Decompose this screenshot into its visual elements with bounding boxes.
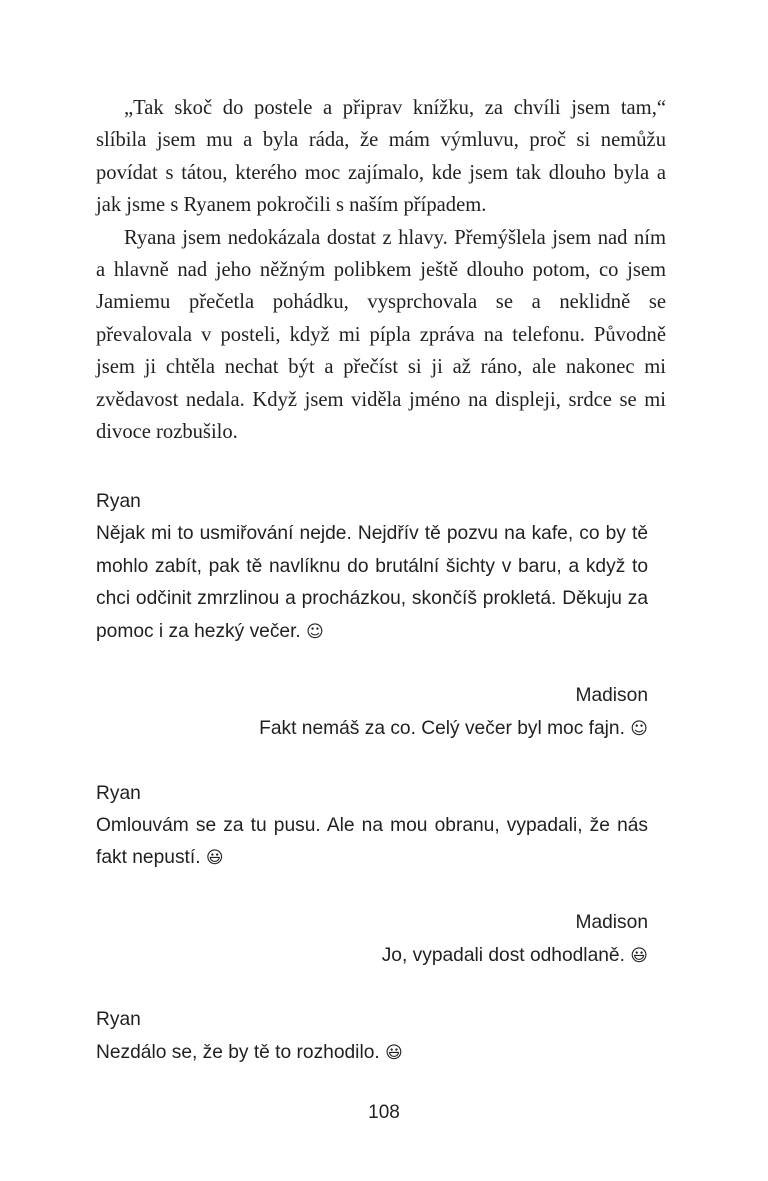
- message-text: Omlouvám se za tu pusu. Ale na mou obranu, vypadali, že nás fakt nepustí.: [96, 815, 648, 869]
- grinning-face-icon: 😃: [385, 1042, 403, 1063]
- message-sender: Madison: [575, 685, 648, 707]
- smiley-icon: ☺: [306, 621, 324, 642]
- message-sender: Ryan: [96, 1009, 141, 1031]
- message-sender: Ryan: [96, 782, 141, 804]
- grinning-face-icon: 😃: [205, 848, 224, 869]
- message-text-container: [96, 713, 648, 745]
- message-text-container: [96, 1037, 648, 1069]
- chat-message-madison: [96, 680, 648, 745]
- chat-section: [96, 486, 648, 1102]
- message-text-container: [96, 940, 648, 972]
- message-text: Nezdálo se, že by tě to rozhodilo.: [96, 1041, 380, 1063]
- page-number: 108: [368, 1102, 400, 1123]
- grinning-face-icon: 😃: [630, 945, 648, 966]
- message-text: Jo, vypadali dost odhodlaně.: [381, 944, 625, 966]
- chat-message-ryan: [96, 486, 648, 648]
- chat-message-madison: [96, 907, 648, 972]
- prose-paragraph: Ryana jsem nedokázala dostat z hlavy. Přemýšlela jsem nad ním a hlavně nad jeho něžným polibkem ještě dlouho potom, co jsem Jamiemu přečetla pohádku, vysprchovala se a neklidně se převalovala v posteli, když mi pípla zpráva na telefonu. Původně jsem ji chtěla nechat být a přečíst si ji až ráno, ale nakonec mi zvědavost nedala. Když jsem viděla jméno na displeji, srdce se mi divoce rozbušilo.: [96, 226, 666, 444]
- message-text: Nějak mi to usmiřování nejde. Nejdřív tě pozvu na kafe, co by tě mohlo zabít, pak tě navlíknu do brutální šichty v baru, a když to chci odčinit zmrzlinou a procházkou, skončíš prokletá. Děkuju za pomoc i za hezký večer.: [96, 523, 648, 642]
- prose-section: [96, 92, 666, 448]
- message-text-container: [96, 810, 648, 875]
- chat-message-ryan: [96, 778, 648, 875]
- message-sender: Ryan: [96, 491, 141, 512]
- prose-paragraph: „Tak skoč do postele a připrav knížku, za chvíli jsem tam,“ slíbila jsem mu a byla ráda, že mám výmluvu, proč si nemůžu povídat s tátou, kterého moc zajímalo, kde jsem tak dlouho byla a jak jsme s Ryanem pokročili s naším případem.: [96, 97, 666, 217]
- message-text-container: [96, 518, 648, 648]
- message-sender: Madison: [575, 912, 648, 934]
- chat-message-ryan: [96, 1004, 648, 1069]
- message-text: Fakt nemáš za co. Celý večer byl moc fajn.: [259, 717, 625, 739]
- smiley-icon: ☺: [630, 718, 648, 739]
